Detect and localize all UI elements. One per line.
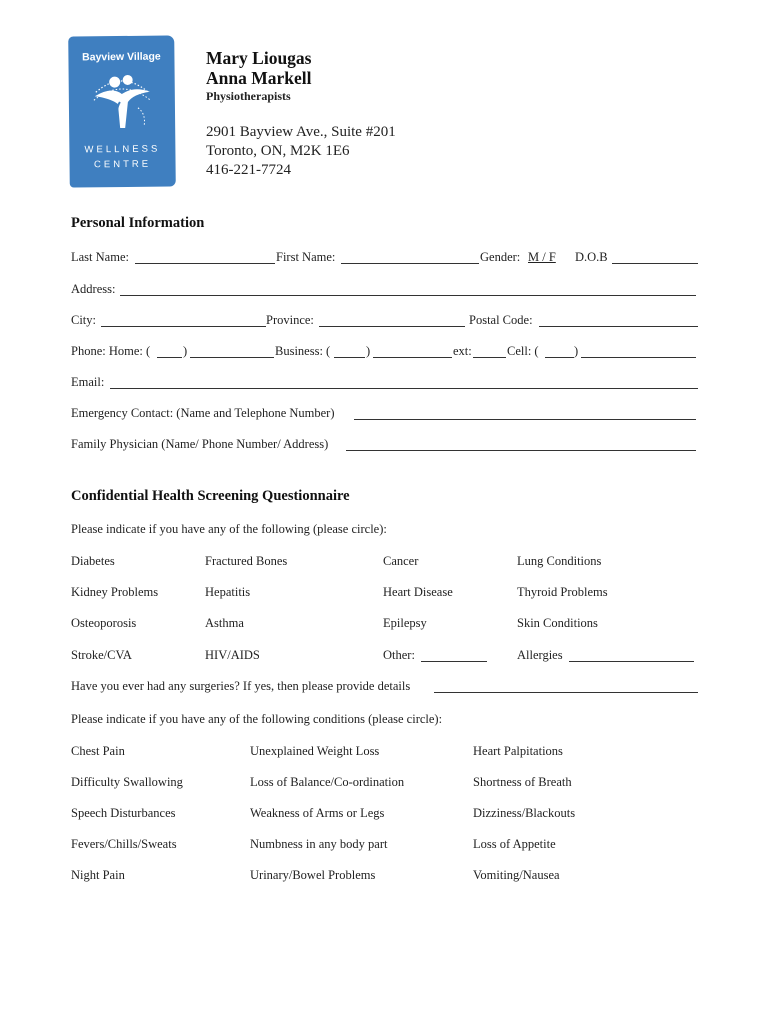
first-name-field[interactable] [341, 263, 479, 264]
cell-phone-label: Cell: ( [507, 344, 539, 358]
condition-hepatitis[interactable]: Hepatitis [205, 585, 251, 599]
emergency-contact-field[interactable] [354, 419, 696, 420]
postal-code-field[interactable] [539, 326, 698, 327]
condition-thyroid-problems[interactable]: Thyroid Problems [517, 585, 608, 599]
condition-cancer[interactable]: Cancer [383, 554, 419, 568]
condition-hiv-aids[interactable]: HIV/AIDS [205, 648, 260, 662]
symptom-speech-disturbances[interactable]: Speech Disturbances [71, 806, 176, 820]
questionnaire-prompt-2: Please indicate if you have any of the following conditions (please circle): [71, 712, 443, 726]
dob-label: D.O.B [575, 250, 608, 264]
email-field[interactable] [110, 388, 698, 389]
condition-lung-conditions[interactable]: Lung Conditions [517, 554, 602, 568]
condition-fractured-bones[interactable]: Fractured Bones [205, 554, 288, 568]
symptom-unexplained-weight-loss[interactable]: Unexplained Weight Loss [250, 744, 380, 758]
surgeries-label: Have you ever had any surgeries? If yes, then please provide details [71, 679, 411, 693]
cell-phone-field[interactable] [581, 357, 696, 358]
business-phone-field[interactable] [373, 357, 452, 358]
condition-other-field[interactable] [421, 661, 487, 662]
condition-asthma[interactable]: Asthma [205, 616, 244, 630]
cell-paren-close: ) [574, 344, 579, 358]
business-phone-label: Business: ( [275, 344, 331, 358]
questionnaire-title: Confidential Health Screening Questionnaire [71, 488, 350, 504]
symptom-vomiting-nausea[interactable]: Vomiting/Nausea [473, 868, 560, 882]
symptom-chest-pain[interactable]: Chest Pain [71, 744, 125, 758]
ext-label: ext: [453, 344, 472, 358]
condition-stroke-cva[interactable]: Stroke/CVA [71, 648, 132, 662]
symptom-loss-of-appetite[interactable]: Loss of Appetite [473, 837, 556, 851]
address-line-2: Toronto, ON, M2K 1E6 [206, 143, 350, 159]
emergency-contact-label: Emergency Contact: (Name and Telephone Number) [71, 406, 335, 420]
gender-options[interactable]: M / F [528, 250, 556, 264]
symptom-shortness-of-breath[interactable]: Shortness of Breath [473, 775, 572, 789]
surgeries-field[interactable] [434, 692, 698, 693]
symptom-night-pain[interactable]: Night Pain [71, 868, 125, 882]
clinic-logo [68, 35, 176, 187]
dob-field[interactable] [612, 263, 698, 264]
condition-heart-disease[interactable]: Heart Disease [383, 585, 453, 599]
symptom-urinary-bowel-problems[interactable]: Urinary/Bowel Problems [250, 868, 376, 882]
symptom-loss-of-balance[interactable]: Loss of Balance/Co-ordination [250, 775, 405, 789]
cell-area-code-field[interactable] [545, 357, 574, 358]
business-paren-close: ) [366, 344, 371, 358]
first-name-label: First Name: [276, 250, 336, 264]
address-field[interactable] [120, 295, 696, 296]
postal-code-label: Postal Code: [469, 313, 533, 327]
symptom-difficulty-swallowing[interactable]: Difficulty Swallowing [71, 775, 183, 789]
home-phone-label: Phone: Home: ( [71, 344, 151, 358]
home-paren-close: ) [183, 344, 188, 358]
email-label: Email: [71, 375, 105, 389]
wellness-figures-icon [90, 72, 155, 143]
condition-allergies-label: Allergies [517, 648, 563, 662]
logo-bottom-text-1: WELLNESS [84, 143, 161, 156]
last-name-field[interactable] [135, 263, 275, 264]
ext-field[interactable] [473, 357, 506, 358]
practitioner-name-1: Mary Liougas [206, 48, 312, 68]
symptom-fevers-chills-sweats[interactable]: Fevers/Chills/Sweats [71, 837, 177, 851]
practitioner-role: Physiotherapists [206, 89, 291, 103]
condition-skin-conditions[interactable]: Skin Conditions [517, 616, 598, 630]
symptom-heart-palpitations[interactable]: Heart Palpitations [473, 744, 563, 758]
symptom-weakness-arms-legs[interactable]: Weakness of Arms or Legs [250, 806, 385, 820]
gender-label: Gender: [480, 250, 521, 264]
practitioner-name-2: Anna Markell [206, 68, 312, 88]
condition-epilepsy[interactable]: Epilepsy [383, 616, 427, 630]
condition-kidney-problems[interactable]: Kidney Problems [71, 585, 159, 599]
symptom-dizziness-blackouts[interactable]: Dizziness/Blackouts [473, 806, 576, 820]
city-label: City: [71, 313, 97, 327]
condition-allergies-field[interactable] [569, 661, 694, 662]
condition-diabetes[interactable]: Diabetes [71, 554, 115, 568]
last-name-label: Last Name: [71, 250, 129, 264]
city-field[interactable] [101, 326, 266, 327]
address-label: Address: [71, 282, 116, 296]
logo-bottom-text-2: CENTRE [93, 158, 152, 171]
personal-info-title: Personal Information [71, 215, 205, 231]
home-phone-field[interactable] [190, 357, 274, 358]
home-area-code-field[interactable] [157, 357, 182, 358]
family-physician-label: Family Physician (Name/ Phone Number/ Address) [71, 437, 329, 451]
logo-top-text: Bayview Village [82, 50, 161, 64]
condition-other-label: Other: [383, 648, 415, 662]
province-field[interactable] [319, 326, 465, 327]
symptom-numbness[interactable]: Numbness in any body part [250, 837, 388, 851]
questionnaire-prompt-1: Please indicate if you have any of the following (please circle): [71, 522, 387, 536]
family-physician-field[interactable] [346, 450, 696, 451]
condition-osteoporosis[interactable]: Osteoporosis [71, 616, 137, 630]
business-area-code-field[interactable] [334, 357, 365, 358]
address-line-1: 2901 Bayview Ave., Suite #201 [206, 124, 396, 140]
clinic-phone: 416-221-7724 [206, 162, 291, 178]
province-label: Province: [266, 313, 314, 327]
